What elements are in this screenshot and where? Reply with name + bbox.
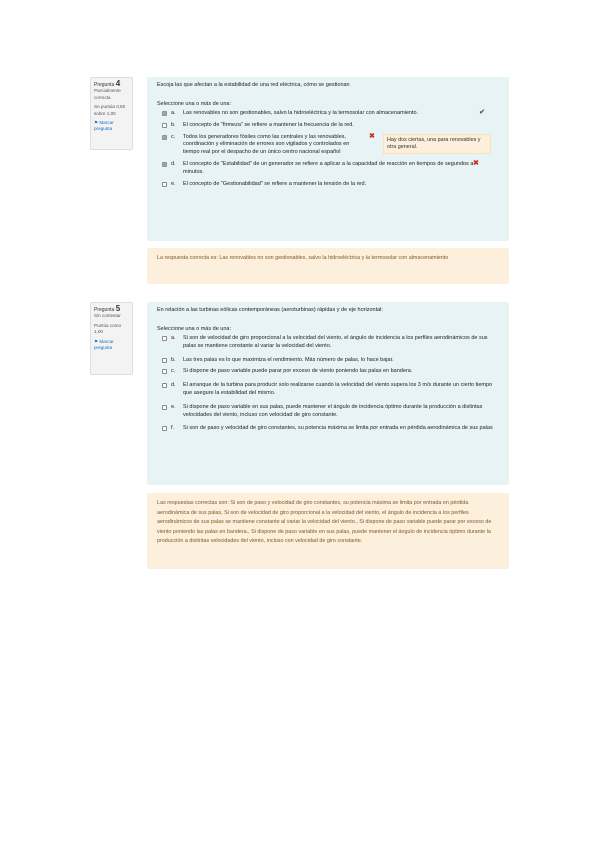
question-grade: Se puntúa 0,50 sobre 1,00 xyxy=(94,104,126,116)
answer-checkbox[interactable] xyxy=(162,405,167,410)
check-icon: ✔ xyxy=(479,109,485,116)
question-formulation-q5 xyxy=(147,302,509,485)
answer-prompt: Seleccione una o más de una: xyxy=(157,326,231,332)
answer-option-d[interactable]: d. El arranque de la turbina para producir solo realizarse cuando la velocidad del viento supera los 3 m/s durante un cierto tiempo que asegure la estabilidad del mismo. xyxy=(157,382,499,398)
answer-checkbox[interactable] xyxy=(162,336,167,341)
answer-option-c[interactable]: c. Si dispone de paso variable puede parar por exceso de viento poniendo las palas en bandera. xyxy=(157,368,499,376)
cross-icon: ✖ xyxy=(473,159,479,167)
flag-icon: ⚑ xyxy=(94,338,99,344)
answer-text: El concepto de "firmeza" se refiere a mantener la frecuencia de la red. xyxy=(183,121,354,128)
question-text: Escoja las que afectan a la estabilidad de una red eléctrica, cómo se gestionan xyxy=(157,82,350,88)
answer-text: Si dispone de paso variable puede parar por exceso de viento poniendo las palas en bandera. xyxy=(183,368,413,375)
answer-checkbox[interactable] xyxy=(162,123,167,128)
answer-option-e[interactable]: e. Si dispone de paso variable en sus palas, puede mantener el ángulo de incidencia óptimo durante la producción a distintas velocidades del viento, incluso con velocidad de giro constante. xyxy=(157,404,499,420)
question-text: En relación a las turbinas eólicas contemporáneas (aeroturbinas) rápidas y de eje horizontal: xyxy=(157,307,383,313)
flag-question-link[interactable]: ⚑ Marcar pregunta xyxy=(94,120,114,132)
right-answer-text: La respuesta correcta es: Las renovables no son gestionables, salvo la hidroeléctrica y la termosolar con almacenamiento xyxy=(157,255,449,261)
question-number: Pregunta 5 xyxy=(94,304,121,313)
answer-option-e[interactable]: e. El concepto de "Gestionabilidad" se refiere a mantener la tensión de la red. xyxy=(157,181,499,189)
answer-checkbox[interactable] xyxy=(162,111,167,116)
answer-prompt: Seleccione una o más de una: xyxy=(157,101,231,107)
answer-option-f[interactable]: f. Si son de paso y velocidad de giro constantes, su potencia máxima se limita por entrada en pérdida aerodinámica de sus palas xyxy=(157,425,499,433)
answer-option-a[interactable]: a. Las renovables no son gestionables, salvo la hidroeléctrica y la termosolar con almacenamiento. ✔ xyxy=(157,110,499,118)
question-grade: Puntúa como 1,00 xyxy=(94,322,122,335)
cross-icon: ✖ xyxy=(369,132,375,140)
answer-text: Las renovables no son gestionables, salvo la hidroeléctrica y la termosolar con almacenamiento. xyxy=(183,110,419,116)
answer-checkbox[interactable] xyxy=(162,182,167,187)
answer-checkbox[interactable] xyxy=(162,383,167,388)
question-number: Pregunta 4 xyxy=(94,79,121,88)
answer-text: Si dispone de paso variable en sus palas, puede mantener el ángulo de incidencia óptimo durante la producción a distintas velocidades del viento, incluso con velocidad de giro constante. xyxy=(183,403,483,418)
question-formulation-q4 xyxy=(147,77,509,241)
answer-option-b[interactable]: b. Las tres palas es lo que maximiza el rendimiento. Más número de palas, lo hace bajar. xyxy=(157,357,499,365)
right-answer-q4 xyxy=(147,248,509,284)
specific-feedback: Hay dos ciertas, una para renovables y otra general. xyxy=(383,134,491,154)
right-answer-q5 xyxy=(147,493,509,569)
flag-question-link[interactable]: ⚑ Marcar pregunta xyxy=(94,338,114,351)
flag-icon: ⚑ xyxy=(94,120,99,126)
answer-text: El arranque de la turbina para producir solo realizarse cuando la velocidad del viento supera los 3 m/s durante un cierto tiempo que asegure la estabilidad del mismo. xyxy=(183,382,493,396)
answer-checkbox[interactable] xyxy=(162,135,167,140)
answer-checkbox[interactable] xyxy=(162,358,167,363)
question-info-q5 xyxy=(90,302,133,375)
question-state: Parcialmente correcta xyxy=(94,88,121,100)
answer-text: Las tres palas es lo que maximiza el rendimiento. Más número de palas, lo hace bajar. xyxy=(183,356,394,363)
answer-option-a[interactable]: a. Si son de velocidad de giro proporcional a la velocidad del viento, el ángulo de incidencia a los perfiles aerodinámicos de sus palas se mantiene constante al variar la velocidad del viento. xyxy=(157,335,499,351)
answer-text: El concepto de "Estabilidad" de un generador se refiere a aplicar a la capacidad de reacción en tiempos de segundos a minutos. xyxy=(183,160,474,175)
answer-text: Si son de paso y velocidad de giro constantes, su potencia máxima se limita por entrada en pérdida aerodinámica de sus palas xyxy=(183,425,493,432)
question-state: Sin contestar xyxy=(94,313,121,319)
answer-option-d[interactable]: d. El concepto de "Estabilidad" de un generador se refiere a aplicar a la capacidad de reacción en tiempos de segundos a minutos. ✖ xyxy=(157,161,483,177)
answer-option-b[interactable]: b. El concepto de "firmeza" se refiere a mantener la frecuencia de la red. xyxy=(157,122,499,130)
answer-option-c[interactable]: c. Todos los generadores fósiles como las centrales y las renovables, coordinación y eliminación de errores son vigilados y controlados en tiempo real por el despacho de un único centro nacional español ✖ Hay dos ciertas, una para renovables y otra general. xyxy=(157,134,363,157)
answer-checkbox[interactable] xyxy=(162,426,167,431)
answer-text: Todos los generadores fósiles como las centrales y las renovables, coordinación y eliminación de errores son vigilados y controlados en tiempo real por el despacho de un único centro nacional español xyxy=(183,133,350,156)
question-info-q4 xyxy=(90,77,133,150)
right-answer-text: Las respuestas correctas son: Si son de paso y velocidad de giro constantes, su potencia máxima se limita por entrada en pérdida aerodinámica de sus palas, Si son de velocidad de giro proporcional a la velocidad del viento, el ángulo de incidencia a los perfiles aerodinámicos de sus palas se mantiene constante al variar la velocidad del viento., Si dispone de paso variable puede parar por exceso de viento poniendo las palas en bandera., Si dispone de paso variable en sus palas, puede mantener el ángulo de incidencia óptimo durante la producción a distintas velocidades del viento, incluso con velocidad de giro constante. xyxy=(157,500,492,544)
answer-text: El concepto de "Gestionabilidad" se refiere a mantener la tensión de la red. xyxy=(183,180,367,187)
answer-text: Si son de velocidad de giro proporcional a la velocidad del viento, el ángulo de incidencia a los perfiles aerodinámicos de sus palas se mantiene constante al variar la velocidad del viento. xyxy=(183,335,488,349)
answer-checkbox[interactable] xyxy=(162,162,167,167)
answer-checkbox[interactable] xyxy=(162,369,167,374)
